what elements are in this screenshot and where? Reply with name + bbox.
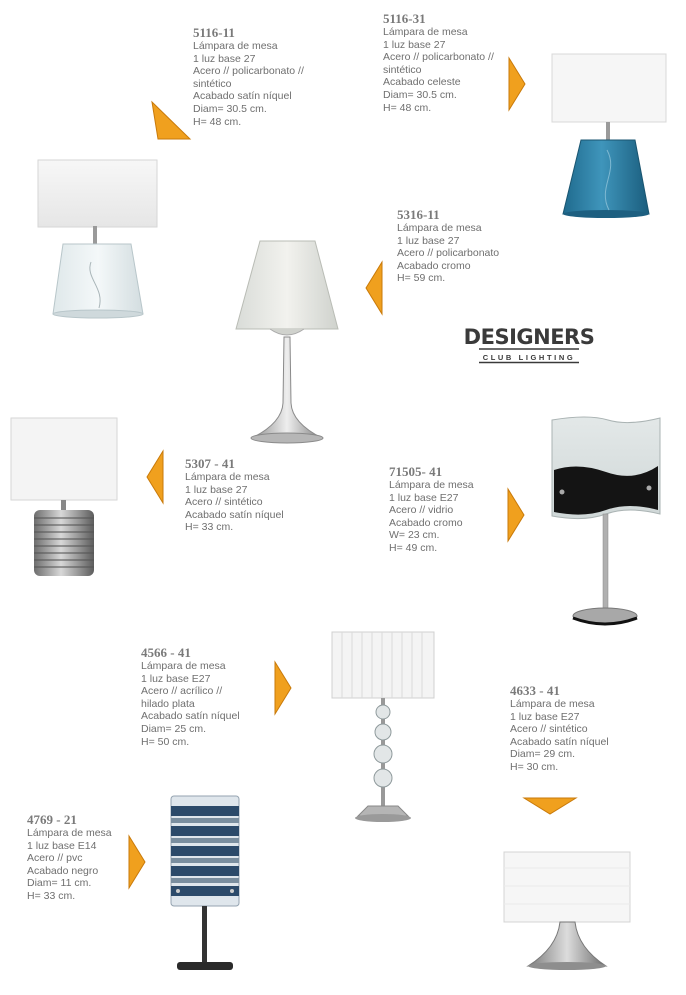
- product-spec-line: Acero // pvc: [27, 852, 83, 865]
- pointer-arrow-icon: [522, 796, 578, 816]
- product-code: 5307 - 41: [185, 456, 235, 471]
- product-code: 5116-11: [193, 25, 235, 40]
- product-spec-line: Acabado satín níquel: [193, 90, 292, 103]
- product-spec-line: Acabado cromo: [397, 259, 471, 272]
- product-spec-line: Acabado celeste: [383, 76, 461, 89]
- product-spec-line: Lámpara de mesa: [193, 40, 278, 52]
- product-5116-31: [383, 11, 494, 114]
- product-spec-line: Lámpara de mesa: [141, 660, 226, 672]
- product-5316-11: [397, 207, 499, 285]
- product-code: 71505- 41: [389, 464, 443, 479]
- product-4633-41: [510, 683, 609, 774]
- product-code: 5116-31: [383, 11, 426, 26]
- product-spec-line: 1 luz base E14: [27, 839, 97, 852]
- product-spec-line: W= 23 cm.: [389, 529, 440, 542]
- product-spec-line: 1 luz base 27: [383, 38, 446, 51]
- pointer-arrow-icon: [150, 100, 192, 142]
- lamp-71505-41-image: [548, 414, 663, 629]
- svg-text:CLUB LIGHTING: CLUB LIGHTING: [482, 353, 576, 362]
- product-spec-line: Lámpara de mesa: [383, 26, 468, 38]
- product-spec-line: Acabado satín níquel: [510, 735, 609, 748]
- product-spec-line: Lámpara de mesa: [389, 479, 474, 491]
- product-spec-line: Lámpara de mesa: [510, 698, 595, 710]
- lamp-5316-11-image: [230, 233, 345, 448]
- product-spec-line: 1 luz base 27: [193, 52, 256, 65]
- pointer-arrow-icon: [273, 660, 293, 716]
- product-4769-21: [27, 812, 112, 903]
- product-spec-line: Lámpara de mesa: [27, 827, 112, 839]
- product-spec-line: Acero // vidrio: [389, 504, 454, 517]
- product-spec-line: H= 30 cm.: [510, 760, 559, 773]
- product-spec-line: Acabado negro: [27, 864, 99, 877]
- product-spec-line: 1 luz base 27: [185, 483, 248, 496]
- product-spec-line: Diam= 11 cm.: [27, 877, 92, 890]
- product-spec-line: 1 luz base 27: [397, 234, 460, 247]
- product-spec-line: hilado plata: [141, 697, 195, 710]
- lamp-4566-41-image: [328, 628, 438, 828]
- pointer-arrow-icon: [507, 56, 527, 112]
- product-spec-line: Acero // policarbonato //: [383, 51, 494, 64]
- product-spec-line: Lámpara de mesa: [397, 222, 482, 234]
- designers-club-lighting-logo: [463, 324, 595, 366]
- product-spec-line: H= 33 cm.: [27, 889, 76, 902]
- product-spec-line: 1 luz base E27: [389, 491, 459, 504]
- product-spec-line: H= 48 cm.: [193, 115, 242, 128]
- product-spec-line: Diam= 29 cm.: [510, 748, 576, 761]
- product-4566-41: [141, 645, 240, 748]
- product-71505-41: [389, 464, 474, 555]
- product-spec-line: H= 49 cm.: [389, 541, 438, 554]
- product-code: 4769 - 21: [27, 812, 77, 827]
- product-code: 4566 - 41: [141, 645, 191, 660]
- product-spec-line: Lámpara de mesa: [185, 471, 270, 483]
- product-spec-line: Acabado satín níquel: [141, 710, 240, 723]
- pointer-arrow-icon: [364, 260, 384, 316]
- lamp-5307-41-image: [8, 414, 120, 582]
- product-spec-line: Acero // sintético: [510, 723, 588, 736]
- product-spec-line: sintético: [383, 63, 422, 76]
- product-spec-line: Acabado satín níquel: [185, 508, 284, 521]
- product-5307-41: [185, 456, 284, 534]
- product-spec-line: 1 luz base E27: [510, 710, 580, 723]
- product-spec-line: 1 luz base E27: [141, 672, 211, 685]
- product-spec-line: H= 59 cm.: [397, 272, 446, 285]
- product-5116-11: [193, 25, 304, 128]
- product-spec-line: Diam= 30.5 cm.: [193, 102, 267, 115]
- pointer-arrow-icon: [145, 449, 165, 505]
- lamp-4769-21-image: [165, 792, 245, 977]
- lamp-5116-31-image: [549, 52, 669, 222]
- product-spec-line: Acero // policarbonato //: [193, 65, 304, 78]
- product-spec-line: Acero // acrílico //: [141, 685, 223, 698]
- product-spec-line: H= 50 cm.: [141, 735, 190, 748]
- product-code: 5316-11: [397, 207, 440, 222]
- product-spec-line: Acero // sintético: [185, 496, 263, 509]
- product-spec-line: Diam= 30.5 cm.: [383, 88, 457, 101]
- svg-text:DESIGNERS: DESIGNERS: [463, 325, 595, 349]
- product-spec-line: sintético: [193, 77, 232, 90]
- product-spec-line: H= 48 cm.: [383, 101, 432, 114]
- pointer-arrow-icon: [127, 834, 147, 890]
- product-spec-line: Diam= 25 cm.: [141, 722, 207, 735]
- product-spec-line: Acero // policarbonato: [397, 247, 500, 260]
- lamp-5116-11-image: [35, 158, 160, 320]
- product-spec-line: H= 33 cm.: [185, 521, 234, 534]
- lamp-4633-41-image: [500, 848, 635, 973]
- product-code: 4633 - 41: [510, 683, 560, 698]
- product-spec-line: Acabado cromo: [389, 516, 463, 529]
- pointer-arrow-icon: [506, 487, 526, 543]
